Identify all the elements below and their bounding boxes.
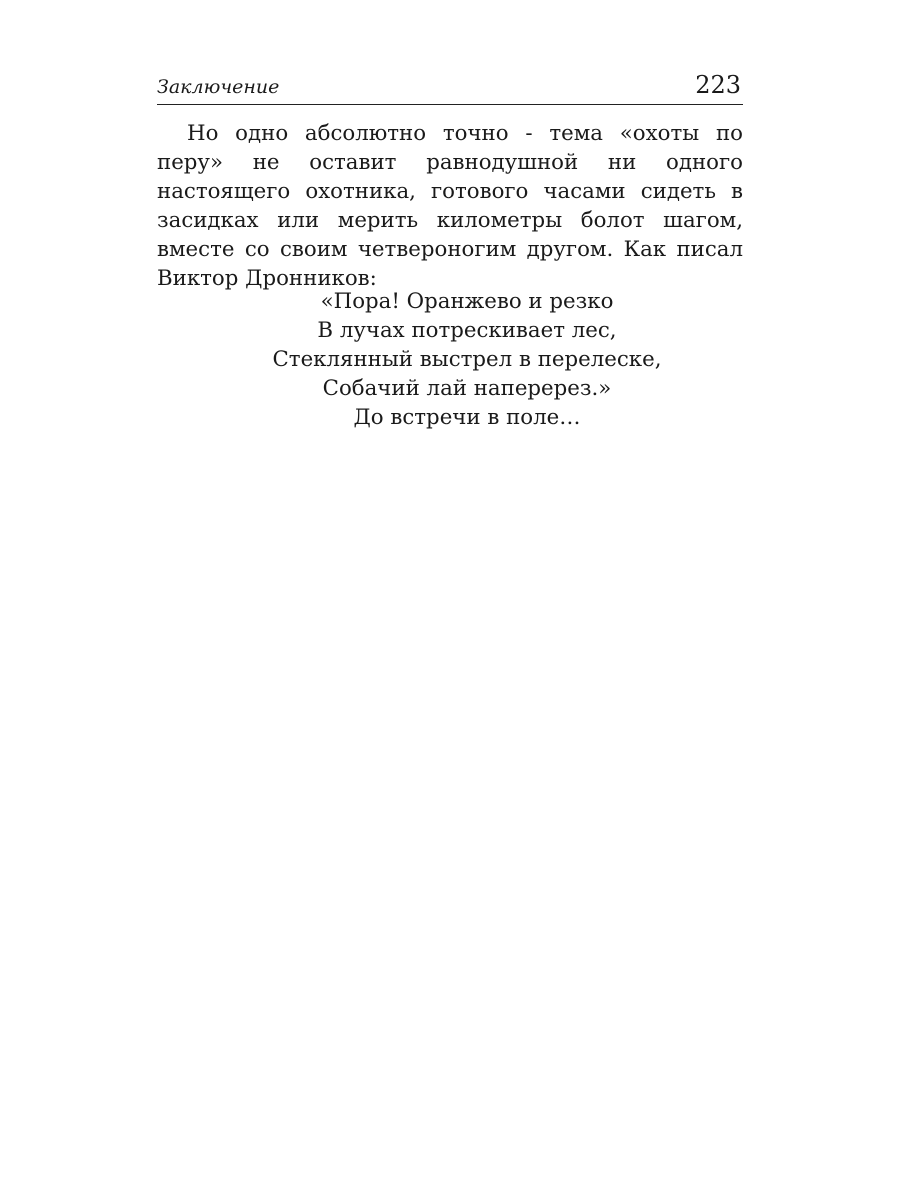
verse-line: В лучах потрескивает лес, xyxy=(317,318,617,343)
verse-line: Собачий лай наперерез.» xyxy=(322,376,612,401)
page-number: 223 xyxy=(695,71,741,99)
poem-quote xyxy=(157,287,777,432)
closing-paragraph: Но одно абсолютно точно - тема «охоты по перу» не оставит равнодушной ни одного настоящего охотника, готового часами сидеть в засидках или мерить километры болот шагом, вместе со своим четвероногим другом. Как писал Виктор Дронников: xyxy=(157,121,743,291)
verse-line: «Пора! Оранжево и резко xyxy=(320,289,614,314)
running-header xyxy=(157,70,743,105)
chapter-title: Заключение xyxy=(157,76,280,98)
verse-line: Стеклянный выстрел в перелеске, xyxy=(272,347,662,372)
farewell-line: До встречи в поле… xyxy=(353,405,581,430)
body-text xyxy=(157,119,743,293)
